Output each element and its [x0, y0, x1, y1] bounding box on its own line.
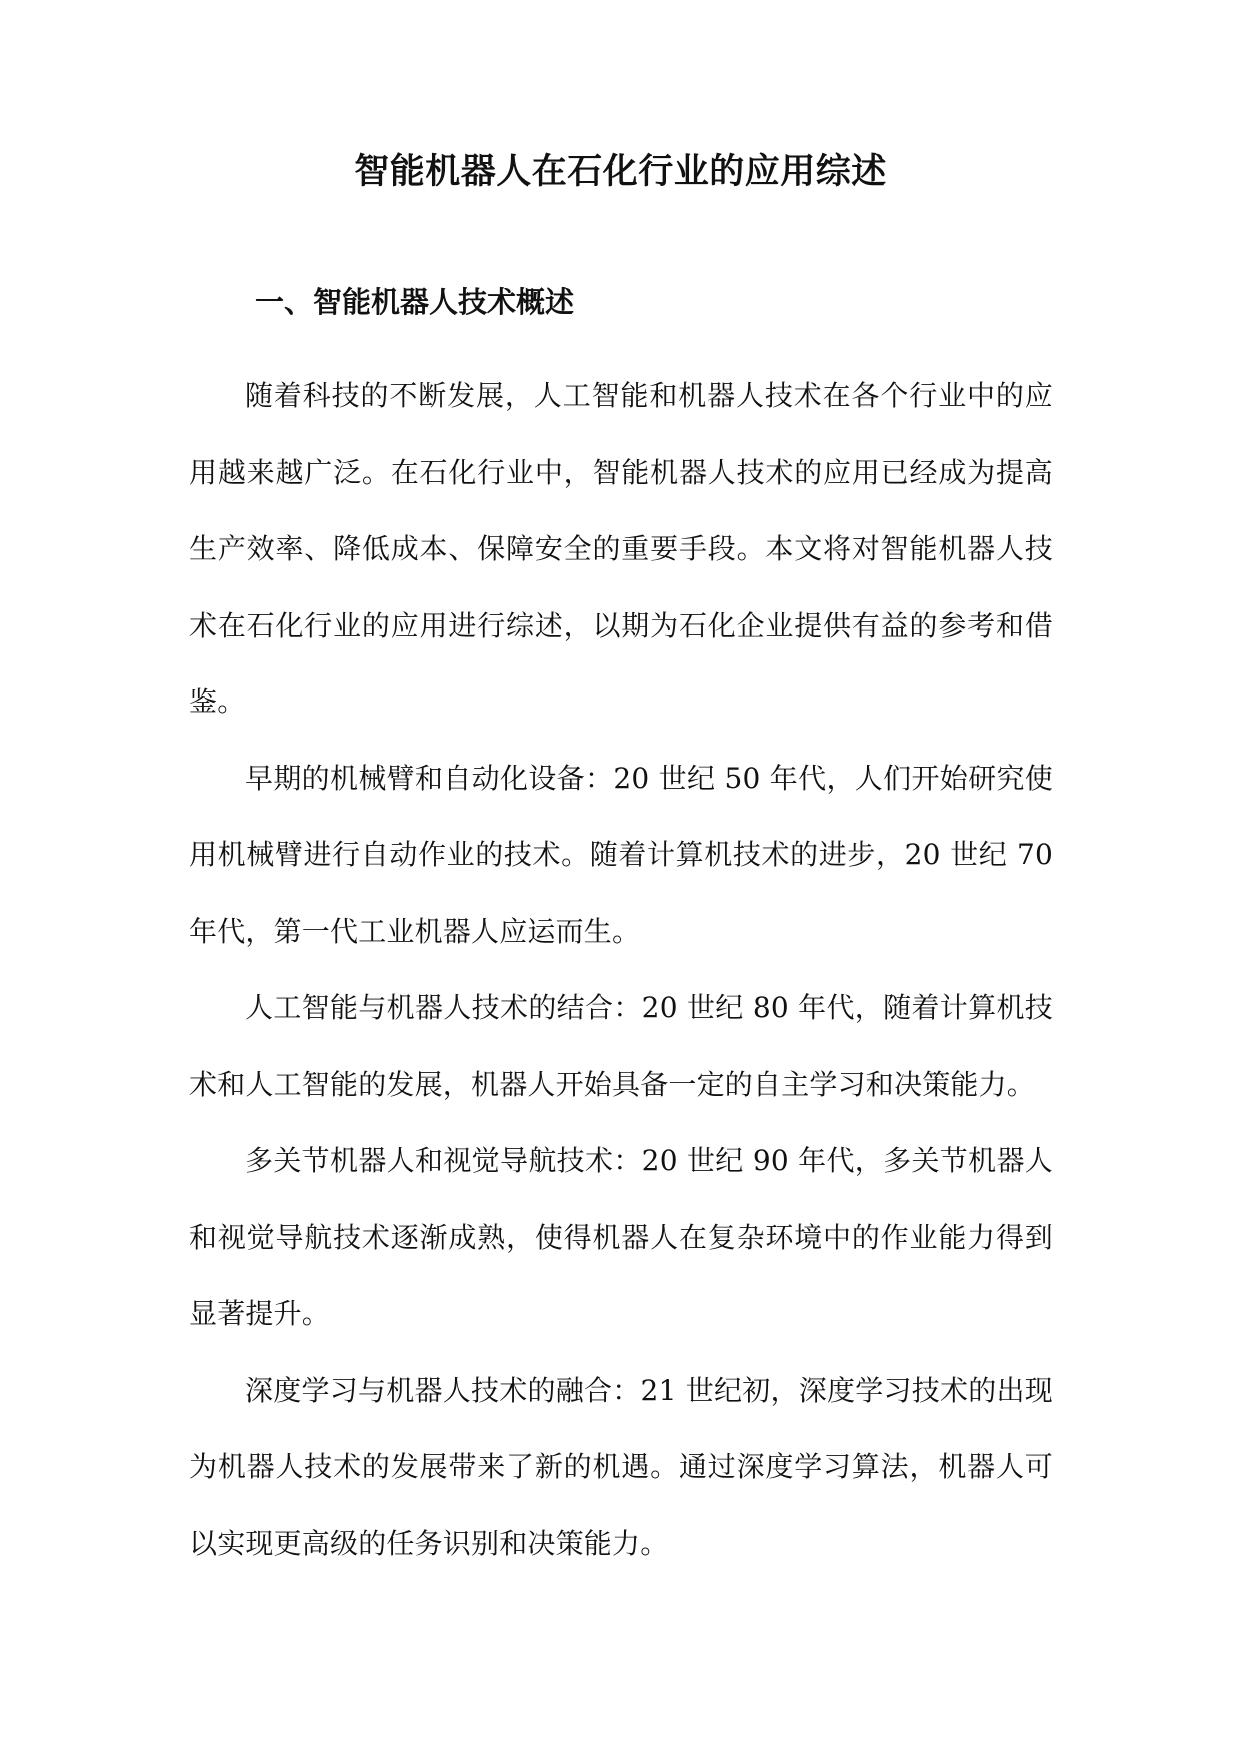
body-text — [189, 358, 1053, 1582]
section-heading: 一、智能机器人技术概述 — [255, 285, 575, 319]
paragraph-ai-integration: 人工智能与机器人技术的结合：20 世纪 80 年代，随着计算机技术和人工智能的发展，机器人开始具备一定的自主学习和决策能力。 — [189, 991, 1053, 1101]
paragraph-deep-learning: 深度学习与机器人技术的融合：21 世纪初，深度学习技术的出现为机器人技术的发展带来了新的机遇。通过深度学习算法，机器人可以实现更高级的任务识别和决策能力。 — [189, 1373, 1053, 1560]
paragraph-early-robotics: 早期的机械臂和自动化设备：20 世纪 50 年代，人们开始研究使用机械臂进行自动作业的技术。随着计算机技术的进步，20 世纪 70 年代，第一代工业机器人应运而生。 — [189, 761, 1053, 948]
paragraph-intro: 随着科技的不断发展，人工智能和机器人技术在各个行业中的应用越来越广泛。在石化行业中，智能机器人技术的应用已经成为提高生产效率、降低成本、保障安全的重要手段。本文将对智能机器人技术在石化行业的应用进行综述，以期为石化企业提供有益的参考和借鉴。 — [189, 379, 1053, 718]
paragraph-multi-joint-vision: 多关节机器人和视觉导航技术：20 世纪 90 年代，多关节机器人和视觉导航技术逐渐成熟，使得机器人在复杂环境中的作业能力得到显著提升。 — [189, 1144, 1053, 1330]
document-title: 智能机器人在石化行业的应用综述 — [354, 152, 887, 192]
